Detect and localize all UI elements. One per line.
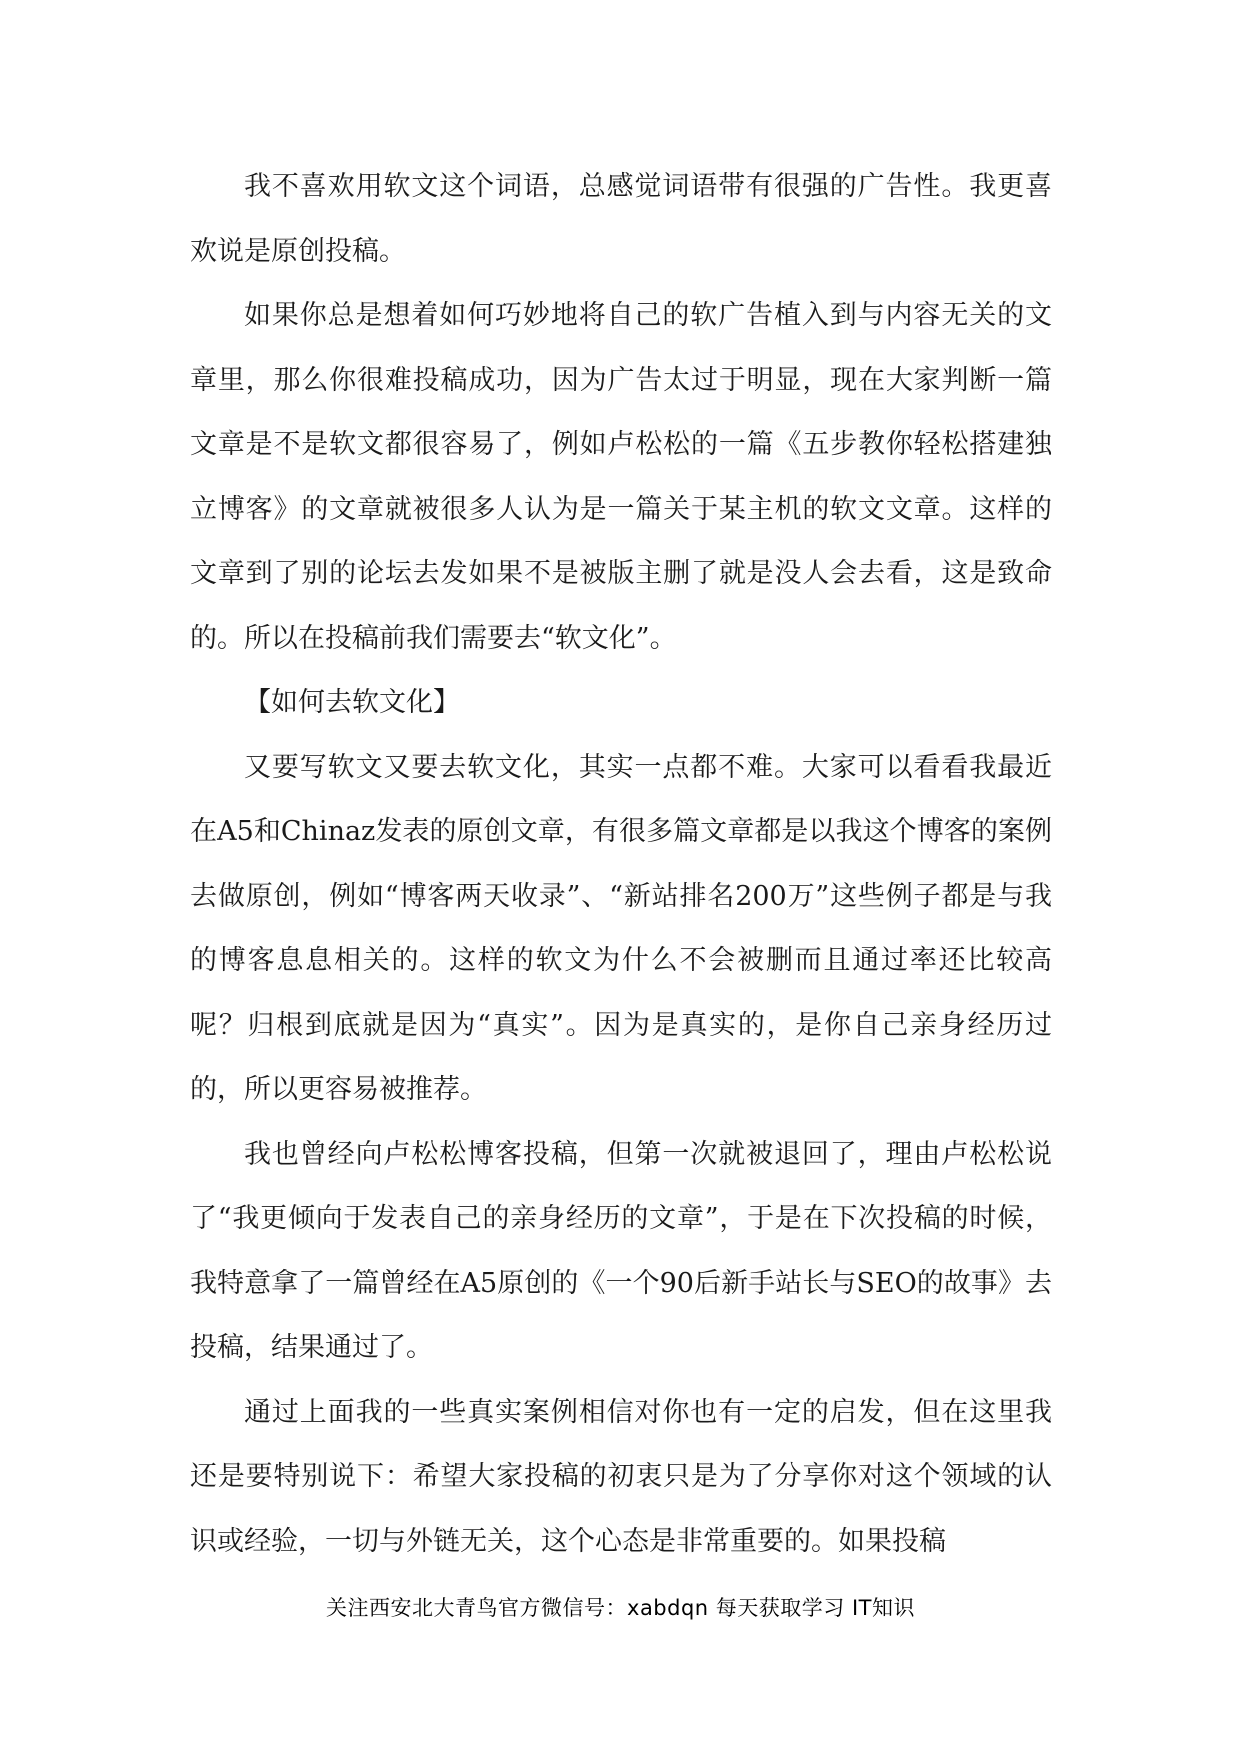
- paragraph-3: 又要写软文又要去软文化，其实一点都不难。大家可以看看我最近在A5和Chinaz发表的原创文章，有很多篇文章都是以我这个博客的案例去做原创，例如“博客两天收录”、“新站排名200万”这些例子都是与我的博客息息相关的。这样的软文为什么不会被删而且通过率还比较高呢？归根到底就是因为“真实”。因为是真实的，是你自己亲身经历过的，所以更容易被推荐。: [190, 751, 1052, 1105]
- paragraph-1: 我不喜欢用软文这个词语，总感觉词语带有很强的广告性。我更喜欢说是原创投稿。: [190, 171, 1052, 267]
- page-footer: 关注西安北大青鸟官方微信号：xabdqn 每天获取学习 IT知识: [326, 1596, 915, 1620]
- paragraph-5: 通过上面我的一些真实案例相信对你也有一定的启发，但在这里我还是要特别说下：希望大家投稿的初衷只是为了分享你对这个领域的认识或经验，一切与外链无关，这个心态是非常重要的。如果投稿: [190, 1396, 1052, 1557]
- paragraph-4: 我也曾经向卢松松博客投稿，但第一次就被退回了，理由卢松松说了“我更倾向于发表自己的亲身经历的文章”，于是在下次投稿的时候，我特意拿了一篇曾经在A5原创的《一个90后新手站长与SEO的故事》去投稿，结果通过了。: [190, 1138, 1052, 1363]
- article-body: [190, 155, 1052, 1574]
- section-heading: 【如何去软文化】: [244, 687, 460, 718]
- paragraph-2: 如果你总是想着如何巧妙地将自己的软广告植入到与内容无关的文章里，那么你很难投稿成功，因为广告太过于明显，现在大家判断一篇文章是不是软文都很容易了，例如卢松松的一篇《五步教你轻松搭建独立博客》的文章就被很多人认为是一篇关于某主机的软文文章。这样的文章到了别的论坛去发如果不是被版主删了就是没人会去看，这是致命的。所以在投稿前我们需要去“软文化”。: [190, 300, 1052, 654]
